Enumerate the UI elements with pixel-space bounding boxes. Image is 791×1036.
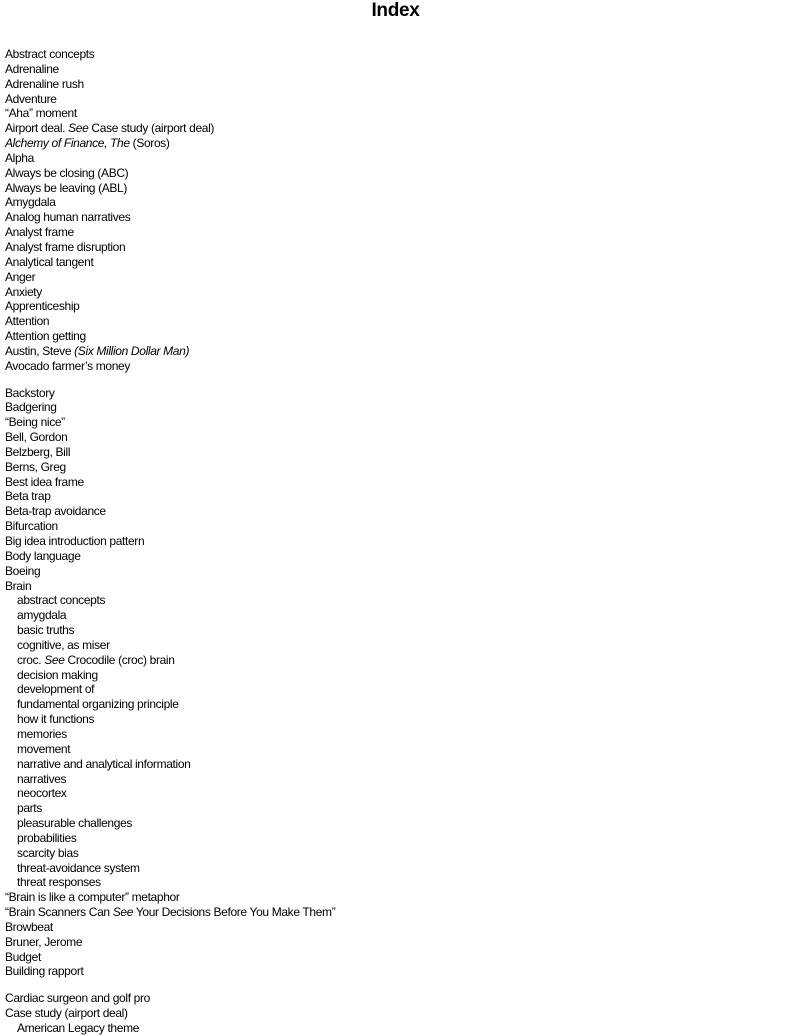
entry-text: scarcity bias: [17, 845, 79, 860]
index-entry: [5, 991, 335, 1006]
entry-text: Anger: [5, 269, 36, 284]
index-entry: [5, 430, 335, 445]
entry-text: Avocado farmer’s money: [5, 358, 131, 373]
index-subentry: [5, 875, 335, 890]
index-subentry: [5, 712, 335, 727]
entry-text: Big idea introduction pattern: [5, 534, 145, 548]
entry-text: Analyst frame disruption: [5, 239, 126, 254]
entry-text: Case study (airport deal): [88, 121, 215, 136]
entry-text: Bruner, Jerome: [5, 934, 83, 949]
entry-text: basic truths: [17, 623, 75, 638]
index-entry: [5, 964, 335, 979]
index-entry: [5, 579, 335, 594]
entry-text: Body language: [5, 548, 81, 563]
entry-text: Cardiac surgeon and golf pro: [5, 991, 150, 1006]
index-entry: [5, 210, 335, 225]
entry-text: Always be closing (ABC): [5, 165, 129, 180]
index-subentry: [5, 772, 335, 787]
index-entry: [5, 77, 335, 92]
index-entry: [5, 504, 335, 519]
italic-text: See: [68, 121, 89, 136]
entry-text: movement: [17, 741, 71, 756]
index-group-a: [5, 47, 335, 374]
index-entry: [5, 460, 335, 475]
italic-text: (Six Million Dollar Man): [74, 343, 190, 358]
index-entry: [5, 47, 335, 62]
entry-text: neocortex: [17, 786, 67, 801]
index-entry: [5, 359, 335, 374]
entry-text: Backstory: [5, 385, 55, 400]
index-entry: [5, 92, 335, 107]
index-subentry: [5, 682, 335, 697]
entry-text: “Aha” moment: [5, 106, 77, 121]
index-subentry: [5, 668, 335, 683]
entry-text: parts: [17, 801, 42, 816]
italic-text: Alchemy of Finance, The: [5, 136, 130, 151]
index-subentry: [5, 757, 335, 772]
entry-text: Brain: [5, 578, 32, 593]
index-entry: [5, 62, 335, 77]
index-entry: [5, 285, 335, 300]
entry-text: (Soros): [129, 136, 170, 151]
entry-text: Building rapport: [5, 964, 84, 979]
index-entry: [5, 489, 335, 504]
entry-text: Budget: [5, 949, 41, 964]
index-entry: [5, 329, 335, 344]
entry-text: threat responses: [17, 875, 101, 890]
entry-text: pleasurable challenges: [17, 816, 133, 831]
entry-text: Belzberg, Bill: [5, 444, 71, 459]
index-entry: [5, 935, 335, 950]
entry-text: probabilities: [17, 830, 77, 845]
index-subentry: [5, 653, 335, 668]
entry-text: amygdala: [17, 608, 67, 623]
entry-text: Browbeat: [5, 919, 53, 934]
entry-text: decision making: [17, 667, 98, 682]
entry-text: Badgering: [5, 400, 57, 415]
entry-text: cognitive, as miser: [17, 637, 110, 652]
entry-text: abstract concepts: [17, 593, 106, 608]
index-subentry: [5, 638, 335, 653]
index-subentry: [5, 861, 335, 876]
index-entry: [5, 905, 335, 920]
index-entry: [5, 166, 335, 181]
entry-text: Attention getting: [5, 329, 86, 344]
index-subentry: [5, 846, 335, 861]
entry-text: “Being nice”: [5, 415, 65, 430]
index-entry: [5, 519, 335, 534]
entry-text: memories: [17, 726, 67, 741]
entry-text: Adrenaline: [5, 61, 59, 76]
index-subentry: [5, 697, 335, 712]
entry-text: Your Decisions Before You Make Them”: [133, 905, 336, 920]
entry-text: Analytical tangent: [5, 254, 94, 269]
entry-text: threat-avoidance system: [17, 860, 140, 875]
index-entry: [5, 121, 335, 136]
entry-text: Abstract concepts: [5, 47, 95, 61]
entry-text: fundamental organizing principle: [17, 697, 179, 712]
index-entry: [5, 181, 335, 196]
index-entry: [5, 445, 335, 460]
entry-text: Boeing: [5, 563, 41, 578]
entry-text: Adventure: [5, 91, 57, 106]
entry-text: narrative and analytical information: [17, 756, 191, 771]
index-entry: [5, 344, 335, 359]
entry-text: Beta trap: [5, 489, 51, 504]
entry-text: Adrenaline rush: [5, 76, 84, 91]
page-title: Index: [371, 0, 420, 21]
index-subentry: [5, 623, 335, 638]
entry-text: Amygdala: [5, 195, 56, 210]
entry-text: Beta-trap avoidance: [5, 504, 106, 519]
entry-text: Airport deal.: [5, 121, 69, 136]
entry-text: “Brain is like a computer” metaphor: [5, 890, 180, 905]
entry-text: Always be leaving (ABL): [5, 180, 128, 195]
entry-text: Berns, Greg: [5, 459, 66, 474]
index-entry: [5, 270, 335, 285]
index-entry: [5, 564, 335, 579]
index-entry: [5, 240, 335, 255]
entry-text: American Legacy theme: [17, 1021, 140, 1035]
index-group-c: [5, 991, 335, 1036]
index-entry: [5, 195, 335, 210]
entry-text: Analog human narratives: [5, 210, 131, 225]
index-entry: [5, 386, 335, 401]
index-entry: [5, 1006, 335, 1021]
entry-text: Case study (airport deal): [5, 1006, 128, 1021]
index-entry: [5, 151, 335, 166]
index-entry: [5, 106, 335, 121]
index-subentry: [5, 593, 335, 608]
italic-text: See: [44, 652, 65, 667]
entry-text: Best idea frame: [5, 474, 84, 489]
index-subentry: [5, 608, 335, 623]
index-entry: [5, 890, 335, 905]
index-subentry: [5, 801, 335, 816]
index-entry: [5, 534, 335, 549]
index-subentry: [5, 786, 335, 801]
index-subentry: [5, 727, 335, 742]
entry-text: Bifurcation: [5, 519, 58, 534]
entry-text: Crocodile (croc) brain: [64, 652, 175, 667]
index-entry: [5, 136, 335, 151]
entry-text: Attention: [5, 314, 50, 329]
index-entry: [5, 299, 335, 314]
index-entry: [5, 475, 335, 490]
index-entry: [5, 920, 335, 935]
entry-text: development of: [17, 682, 95, 697]
index-entry: [5, 314, 335, 329]
entry-text: Alpha: [5, 150, 34, 165]
entry-text: Anxiety: [5, 284, 42, 299]
index-entry: [5, 415, 335, 430]
entry-text: how it functions: [17, 712, 95, 727]
index-group-b: [5, 386, 335, 980]
index-entry: [5, 255, 335, 270]
index-subentry: [5, 816, 335, 831]
index-entry: [5, 549, 335, 564]
entry-text: narratives: [17, 771, 67, 786]
index-entry: [5, 400, 335, 415]
italic-text: See: [112, 905, 134, 920]
index-subentry: [5, 1021, 335, 1036]
entry-text: Analyst frame: [5, 225, 74, 240]
entry-text: Apprenticeship: [5, 299, 80, 314]
index-list: [5, 47, 335, 1036]
index-subentry: [5, 831, 335, 846]
entry-text: “Brain Scanners Can: [5, 905, 113, 920]
index-subentry: [5, 742, 335, 757]
index-entry: [5, 950, 335, 965]
entry-text: croc.: [17, 652, 45, 667]
index-entry: [5, 225, 335, 240]
entry-text: Bell, Gordon: [5, 430, 68, 445]
entry-text: Austin, Steve: [5, 343, 75, 358]
